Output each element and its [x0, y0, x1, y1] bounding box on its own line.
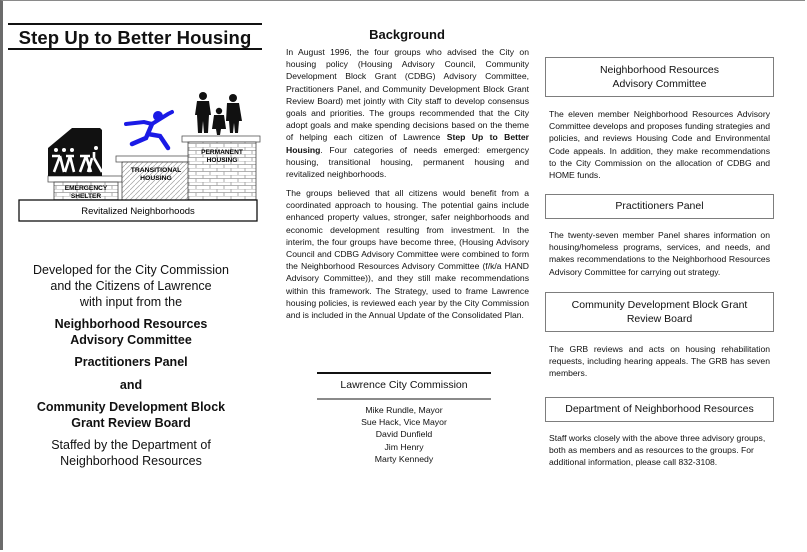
svg-text:HOUSING: HOUSING [206, 157, 238, 164]
emergency-shelter-step [48, 176, 122, 200]
practitioners-description: The twenty-seven member Panel shares information on housing/homeless programs, services, and needs, and makes recommendations to the Neighborhood Resources Advisory Committee for carrying out strategy. [549, 230, 770, 277]
title-top-rule [8, 23, 262, 25]
developed-for-text [20, 262, 242, 310]
group-cdbg [20, 399, 242, 431]
developed-line-2: and the Citizens of Lawrence [50, 279, 212, 293]
member: Sue Hack, Vice Mayor [361, 417, 447, 428]
cdbg-line-2: Grant Review Board [71, 416, 191, 430]
cdbg-title-box [545, 292, 774, 332]
permanent-housing-step [182, 136, 260, 200]
runner-icon [126, 111, 172, 148]
svg-text:Revitalized Neighborhoods: Revitalized Neighborhoods [81, 206, 195, 217]
shelter-house-icon [48, 128, 102, 176]
para1-text: In August 1996, the four groups who advised the City on housing policy (Housing Advisory Council, Community Development Block Grant (CDBG) Advisory Committee, Practitioners Panel, and Community Development Block Grant Review Board) met jointly with City staff to develop consensus goals and priorities. The groups recommended that the City adopt goals and make spending decisions based on the theme of helping each citizen of Lawrence [286, 47, 529, 143]
member: Marty Kennedy [374, 453, 434, 464]
svg-text:TRANSITIONAL: TRANSITIONAL [130, 167, 182, 174]
background-heading: Background [369, 27, 445, 42]
para1-bold: Step Up to Better Housing [286, 132, 529, 155]
department-title-box [545, 397, 774, 422]
svg-text:SHELTER: SHELTER [70, 193, 102, 200]
nrac-title-box [545, 57, 774, 97]
nrac-line-1: Neighborhood Resources [54, 317, 208, 331]
box-title-line: Practitioners Panel [615, 200, 704, 213]
practitioners-title-box [545, 194, 774, 219]
group-nrac [20, 316, 242, 348]
group-and: and [119, 378, 143, 392]
housing-steps-illustration [0, 70, 270, 230]
family-icon [195, 92, 242, 135]
developed-line-1: Developed for the City Commission [33, 263, 229, 277]
revitalized-neighborhoods-base [19, 200, 257, 221]
cdbg-description: The GRB reviews and acts on housing rehabilitation requests, including hearing appeals. The GRB has seven members. [549, 344, 770, 379]
background-paragraph-1 [286, 46, 529, 180]
box-title-line: Advisory Committee [612, 78, 707, 90]
box-title-line: Neighborhood Resources [599, 63, 720, 76]
staffed-by-text [20, 437, 242, 469]
box-title-line: Community Development Block Grant [571, 298, 748, 311]
nrac-line-2: Advisory Committee [70, 333, 192, 347]
nrac-description: The eleven member Neighborhood Resources Advisory Committee develops and proposes funding strategies and policies, and reviews Housing Code and Environmental Code appeals. In addition, they make recommendations to the City Commission on the allocation of CDBG and HOME funds. [549, 109, 770, 181]
member: David Dunfield [375, 429, 433, 440]
commission-members [317, 404, 491, 465]
developed-line-3: with input from the [79, 295, 183, 309]
para1-tail: . Four categories of needs emerged: emergency housing, transitional housing, permanent housing and revitalized neighborhoods. [286, 144, 529, 180]
background-paragraph-2: The groups believed that all citizens would benefit from a coordinated approach to housing. The potential gains include enhanced property values, stronger, safer neighborhoods and economic development resulting from investment. In the interim, the four groups have become three, (Housing Advisory Council and CDBG Advisory Committee were combined to form the Neighborhood Resources Advisory Committee (f/k/a HAND Advisory Committee)), and they still make recommendations within this framework. The Strategy, used to frame Lawrence housing policies, is reviewed each year by the City Commission and is included in the Annual Update of the Consolidated Plan. [286, 188, 529, 321]
box-title-line: Department of Neighborhood Resources [565, 403, 754, 416]
cdbg-line-1: Community Development Block [36, 400, 226, 414]
svg-text:PERMANENT: PERMANENT [201, 149, 243, 156]
main-title: Step Up to Better Housing [18, 27, 252, 48]
member: Mike Rundle, Mayor [365, 405, 443, 415]
svg-text:EMERGENCY: EMERGENCY [64, 185, 108, 192]
transitional-housing-step [116, 156, 194, 200]
svg-text:HOUSING: HOUSING [140, 175, 172, 182]
title-bottom-rule [8, 48, 262, 50]
department-description: Staff works closely with the above three advisory groups, both as members and as resources to the groups. For additional information, please call 832-3108. [549, 433, 766, 468]
box-title-line: Review Board [626, 313, 693, 325]
member: Jim Henry [384, 441, 424, 452]
commission-heading: Lawrence City Commission [317, 372, 491, 400]
staffed-line-1: Staffed by the Department of [51, 438, 211, 452]
staffed-line-2: Neighborhood Resources [60, 454, 202, 468]
group-practitioners-panel: Practitioners Panel [74, 355, 188, 369]
